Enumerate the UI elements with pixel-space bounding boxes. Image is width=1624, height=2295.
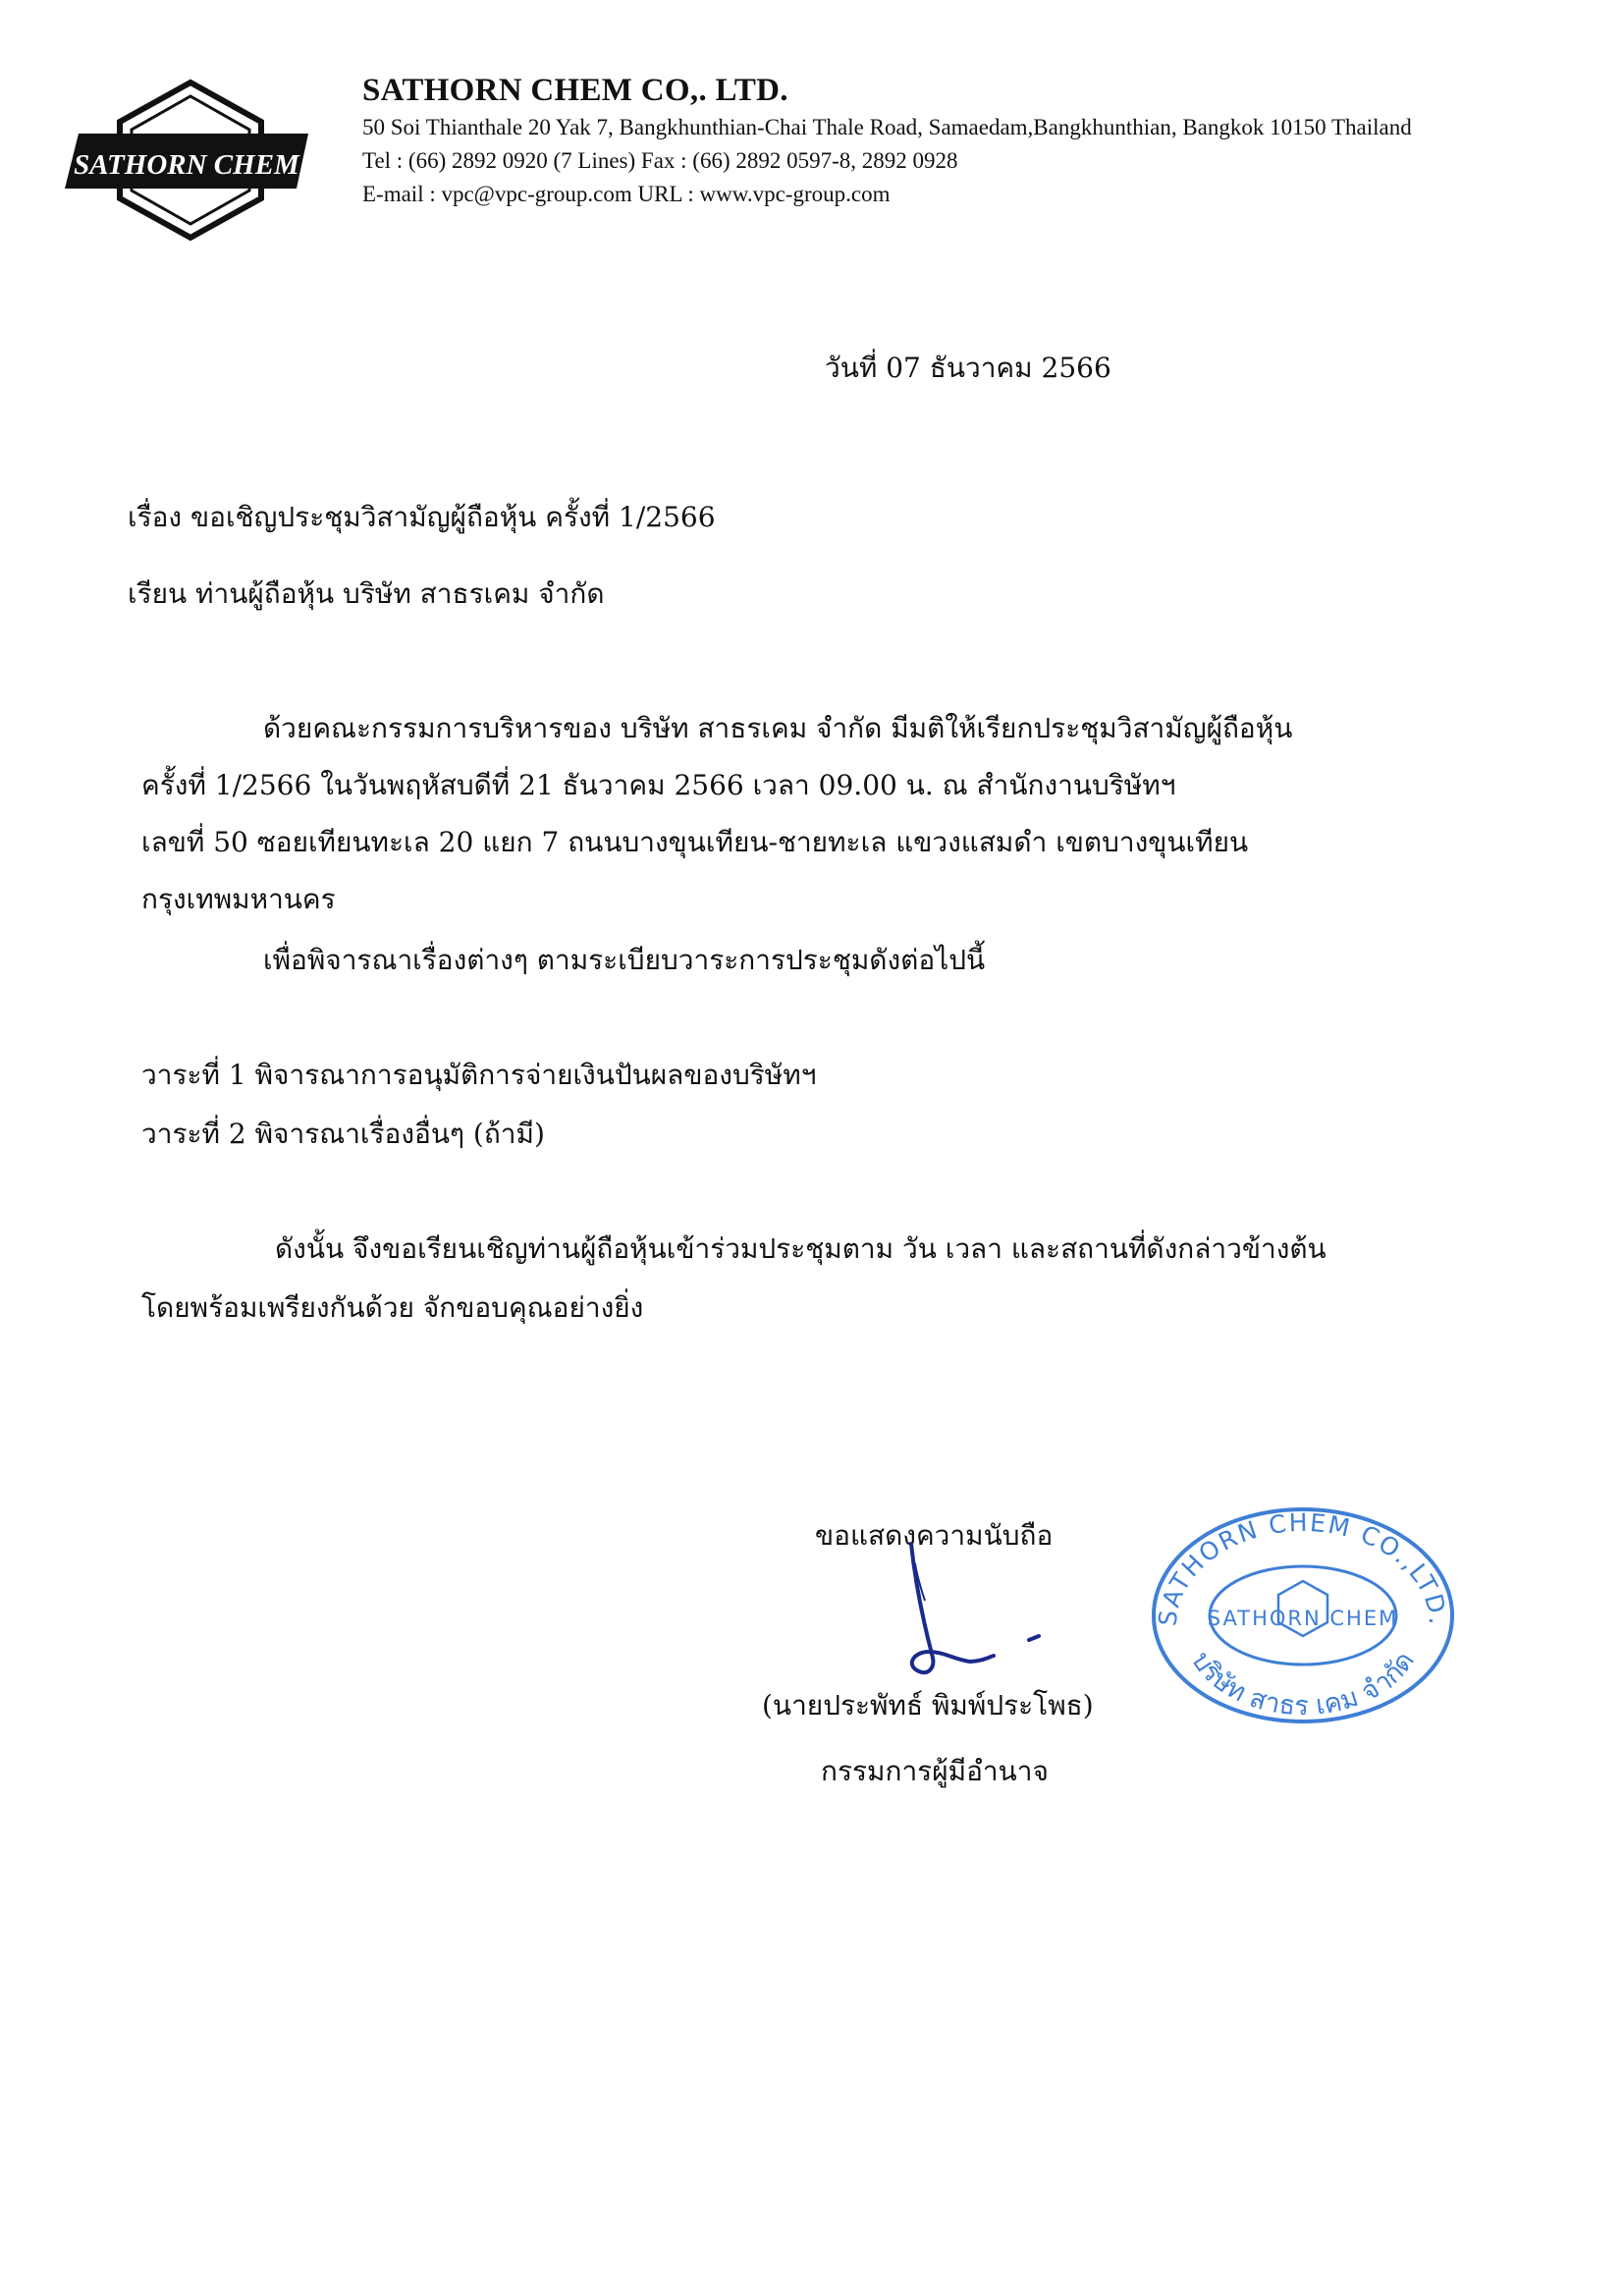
body-paragraph-line: เลขที่ 50 ซอยเทียนทะเล 20 แยก 7 ถนนบางขุนเทียน-ชายทะเล แขวงแสมดำ เขตบางขุนเทียน (141, 826, 1249, 858)
closing-paragraph-line: ดังนั้น จึงขอเรียนเชิญท่านผู้ถือหุ้นเข้าร่วมประชุมตาม วัน เวลา และสถานที่ดังกล่าวข้างต้น (275, 1232, 1326, 1265)
closing-paragraph-line: โดยพร้อมเพรียงกันด้วย จักขอบคุณอย่างยิ่ง (141, 1291, 644, 1324)
handwritten-signature (864, 1542, 1060, 1689)
stamp-text-bottom: บริษัท สาธร เคม จำกัด (1185, 1646, 1421, 1722)
body-paragraph-line: กรุงเทพมหานคร (141, 883, 336, 915)
company-address: 50 Soi Thianthale 20 Yak 7, Bangkhunthian-Chai Thale Road, Samaedam,Bangkhunthian, Bangkok 10150 Thailand (362, 115, 1412, 139)
agenda-item: วาระที่ 2 พิจารณาเรื่องอื่นๆ (ถ้ามี) (141, 1118, 545, 1150)
signature-regards: ขอแสดงความนับถือ (815, 1519, 1054, 1552)
logo-text: SATHORN CHEM (74, 149, 299, 181)
stamp-text-top: SATHORN CHEM CO.,LTD. (1153, 1507, 1453, 1628)
company-logo (61, 77, 320, 244)
company-email-url: E-mail : vpc@vpc-group.com URL : www.vpc-group.com (362, 182, 891, 206)
stamp-text-inner: SATHORN CHEM (1207, 1607, 1399, 1630)
letter-subject: เรื่อง ขอเชิญประชุมวิสามัญผู้ถือหุ้น ครั้งที่ 1/2566 (128, 501, 716, 533)
agenda-item: วาระที่ 1 พิจารณาการอนุมัติการจ่ายเงินปันผลของบริษัทฯ (141, 1059, 817, 1091)
letter-salutation: เรียน ท่านผู้ถือหุ้น บริษัท สาธรเคม จำกัด (128, 577, 605, 610)
signatory-name: (นายประพัทธ์ พิมพ์ประโพธ) (762, 1689, 1094, 1721)
company-stamp (1147, 1503, 1459, 1728)
body-paragraph-line: ครั้งที่ 1/2566 ในวันพฤหัสบดีที่ 21 ธันวาคม 2566 เวลา 09.00 น. ณ สำนักงานบริษัทฯ (141, 769, 1176, 801)
company-name: SATHORN CHEM CO,. LTD. (362, 73, 788, 108)
body-paragraph-2: เพื่อพิจารณาเรื่องต่างๆ ตามระเบียบวาระการประชุมดังต่อไปนี้ (263, 944, 986, 976)
body-paragraph-line: ด้วยคณะกรรมการบริหารของ บริษัท สาธรเคม จำกัด มีมติให้เรียกประชุมวิสามัญผู้ถือหุ้น (263, 712, 1293, 744)
letter-date: วันที่ 07 ธันวาคม 2566 (825, 352, 1111, 384)
signatory-title: กรรมการผู้มีอำนาจ (821, 1755, 1049, 1787)
company-phone-fax: Tel : (66) 2892 0920 (7 Lines) Fax : (66) 2892 0597-8, 2892 0928 (362, 148, 958, 173)
